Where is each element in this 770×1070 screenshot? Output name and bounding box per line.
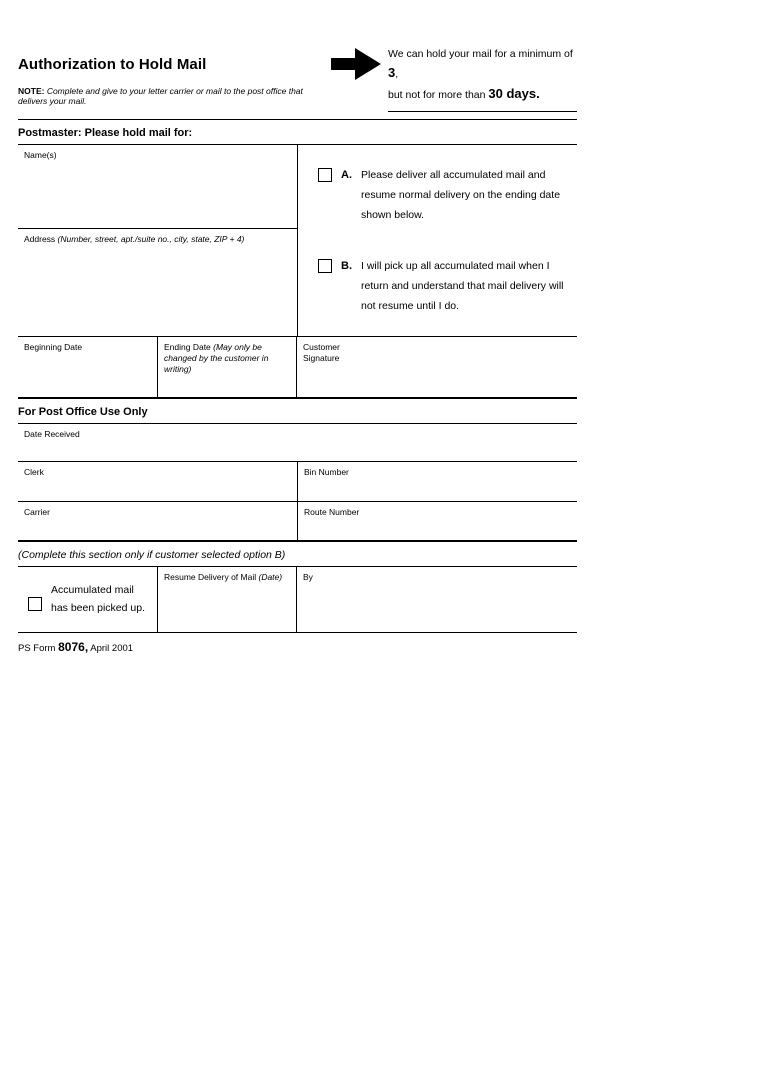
resume-delivery-label [164, 572, 290, 583]
customer-signature-field[interactable] [297, 337, 577, 397]
date-received-label: Date Received [24, 429, 80, 440]
dates-row [18, 337, 577, 399]
bin-number-label: Bin Number [304, 467, 349, 478]
pickup-row [18, 567, 577, 633]
route-number-label: Route Number [304, 507, 360, 518]
ending-date-field[interactable] [158, 337, 297, 397]
form-note [18, 86, 318, 106]
carrier-route-row [18, 502, 577, 542]
option-b [318, 256, 571, 316]
option-a [318, 165, 571, 225]
ending-date-label-text: Ending Date [164, 342, 214, 353]
option-b-checkbox[interactable] [318, 259, 332, 273]
option-a-letter: A. [341, 169, 352, 182]
ending-date-label-hint: (May only be changed by the customer in writing) [164, 342, 269, 375]
hold-notice-line2 [388, 84, 577, 105]
form-footer [18, 633, 577, 654]
hold-notice-line1 [388, 46, 577, 84]
address-label-hint: (Number, street, apt./suite no., city, state, ZIP + 4) [57, 234, 245, 245]
header-right [331, 46, 577, 112]
right-arrow-icon [331, 48, 381, 85]
header-left [18, 46, 318, 112]
pickup-label: Accumulated mail has been picked up. [51, 584, 145, 614]
post-office-heading: For Post Office Use Only [18, 399, 577, 424]
address-label-text: Address [24, 234, 58, 245]
hold-mail-form [18, 46, 577, 654]
form-footer-number: 8076, [58, 640, 89, 655]
by-label: By [303, 572, 313, 583]
option-a-text: Please deliver all accumulated mail and resume normal delivery on the ending date shown below. [361, 169, 561, 222]
date-received-field[interactable] [18, 424, 577, 462]
pickup-cell [18, 567, 158, 632]
option-b-note: (Complete this section only if customer selected option B) [18, 542, 577, 567]
hold-notice-text-1: We can hold your mail for a minimum of [388, 48, 573, 60]
option-b-text: I will pick up all accumulated mail when I return and understand that mail delivery will not resume until I do. [361, 260, 564, 313]
clerk-bin-row [18, 462, 577, 502]
name-field[interactable] [18, 145, 297, 229]
option-b-letter: B. [341, 260, 352, 273]
address-field[interactable] [18, 229, 297, 336]
note-label: NOTE: [18, 86, 45, 96]
name-label: Name(s) [24, 150, 57, 161]
form-footer-edition: April 2001 [88, 643, 134, 655]
hold-notice-text-2: but not for more than [388, 88, 489, 101]
customer-signature-label: Customer Signature [303, 342, 340, 364]
hold-notice-strong-1: 3 [388, 64, 396, 80]
postmaster-heading: Postmaster: Please hold mail for: [18, 120, 577, 145]
bin-number-field[interactable] [297, 462, 577, 501]
clerk-field[interactable] [18, 462, 297, 501]
pickup-checkbox[interactable] [28, 597, 42, 611]
carrier-field[interactable] [18, 502, 297, 540]
route-number-field[interactable] [297, 502, 577, 540]
option-a-checkbox[interactable] [318, 168, 332, 182]
address-label [24, 234, 291, 245]
delivery-options-column [297, 145, 577, 336]
ending-date-label [164, 342, 290, 375]
beginning-date-field[interactable] [18, 337, 158, 397]
resume-delivery-date-field[interactable] [158, 567, 297, 632]
name-address-options-row [18, 145, 577, 337]
clerk-label: Clerk [24, 467, 44, 478]
beginning-date-label: Beginning Date [24, 342, 83, 353]
hold-notice-comma: , [395, 67, 399, 80]
resume-delivery-label-text: Resume Delivery of Mail [164, 572, 259, 583]
hold-notice [388, 46, 577, 112]
carrier-label: Carrier [24, 507, 50, 518]
form-header [18, 46, 577, 120]
name-address-column [18, 145, 297, 336]
note-text: Complete and give to your letter carrier or mail to the post office that delivers your mail. [18, 86, 303, 106]
by-field[interactable] [297, 567, 577, 632]
hold-notice-strong-2: 30 days. [488, 85, 540, 101]
form-footer-label: PS Form [18, 643, 59, 655]
form-title: Authorization to Hold Mail [18, 56, 207, 73]
resume-delivery-label-hint: (Date) [258, 572, 283, 583]
